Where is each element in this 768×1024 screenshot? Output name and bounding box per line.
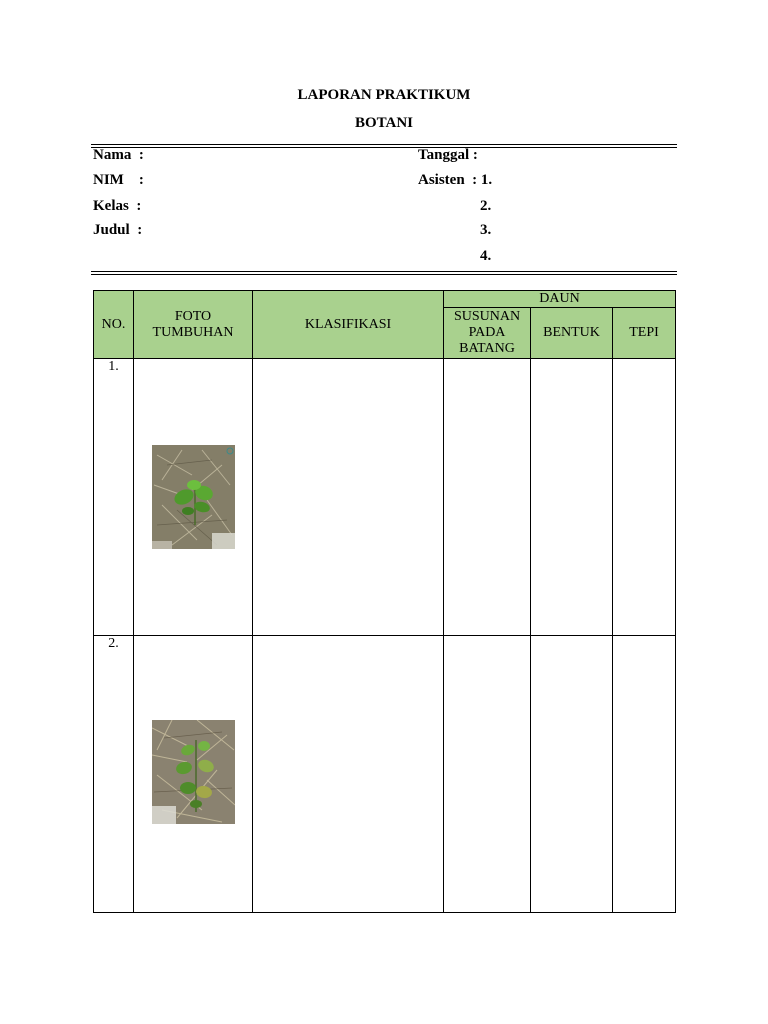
tanggal-label: Tanggal : (418, 147, 478, 163)
bentuk-cell (531, 359, 613, 636)
header-tepi: TEPI (613, 308, 676, 359)
photo-cell (134, 359, 253, 636)
klasifikasi-cell (253, 359, 444, 636)
bentuk-cell (531, 636, 613, 913)
header-daun: DAUN (444, 291, 676, 308)
klasifikasi-cell (253, 636, 444, 913)
divider-top-2 (91, 147, 677, 148)
header-no: NO. (94, 291, 134, 359)
tepi-cell (613, 359, 676, 636)
tepi-cell (613, 636, 676, 913)
nim-label: NIM : (93, 172, 144, 188)
susunan-cell (444, 359, 531, 636)
asisten-label: Asisten : 1. (418, 172, 493, 188)
report-subtitle: BOTANI (354, 115, 414, 131)
nama-label: Nama : (93, 147, 144, 163)
kelas-label: Kelas : (93, 198, 142, 214)
asisten-4: 4. (480, 248, 492, 264)
header-foto: FOTO TUMBUHAN (134, 291, 253, 359)
row-number: 2. (94, 636, 134, 913)
table-row (94, 359, 676, 636)
row-number: 1. (94, 359, 134, 636)
observation-table (93, 290, 676, 913)
plant-photo (152, 445, 235, 549)
plant-photo (152, 720, 235, 824)
header-bentuk: BENTUK (531, 308, 613, 359)
divider-bottom (91, 271, 677, 272)
asisten-3: 3. (480, 222, 492, 238)
asisten-2: 2. (480, 198, 492, 214)
photo-cell (134, 636, 253, 913)
susunan-cell (444, 636, 531, 913)
report-title: LAPORAN PRAKTIKUM (297, 87, 471, 103)
header-susunan: SUSUNAN PADA BATANG (444, 308, 531, 359)
header-klasifikasi: KLASIFIKASI (253, 291, 444, 359)
judul-label: Judul : (93, 222, 143, 238)
divider-bottom-2 (91, 274, 677, 275)
table-row (94, 636, 676, 913)
divider-top (91, 144, 677, 145)
